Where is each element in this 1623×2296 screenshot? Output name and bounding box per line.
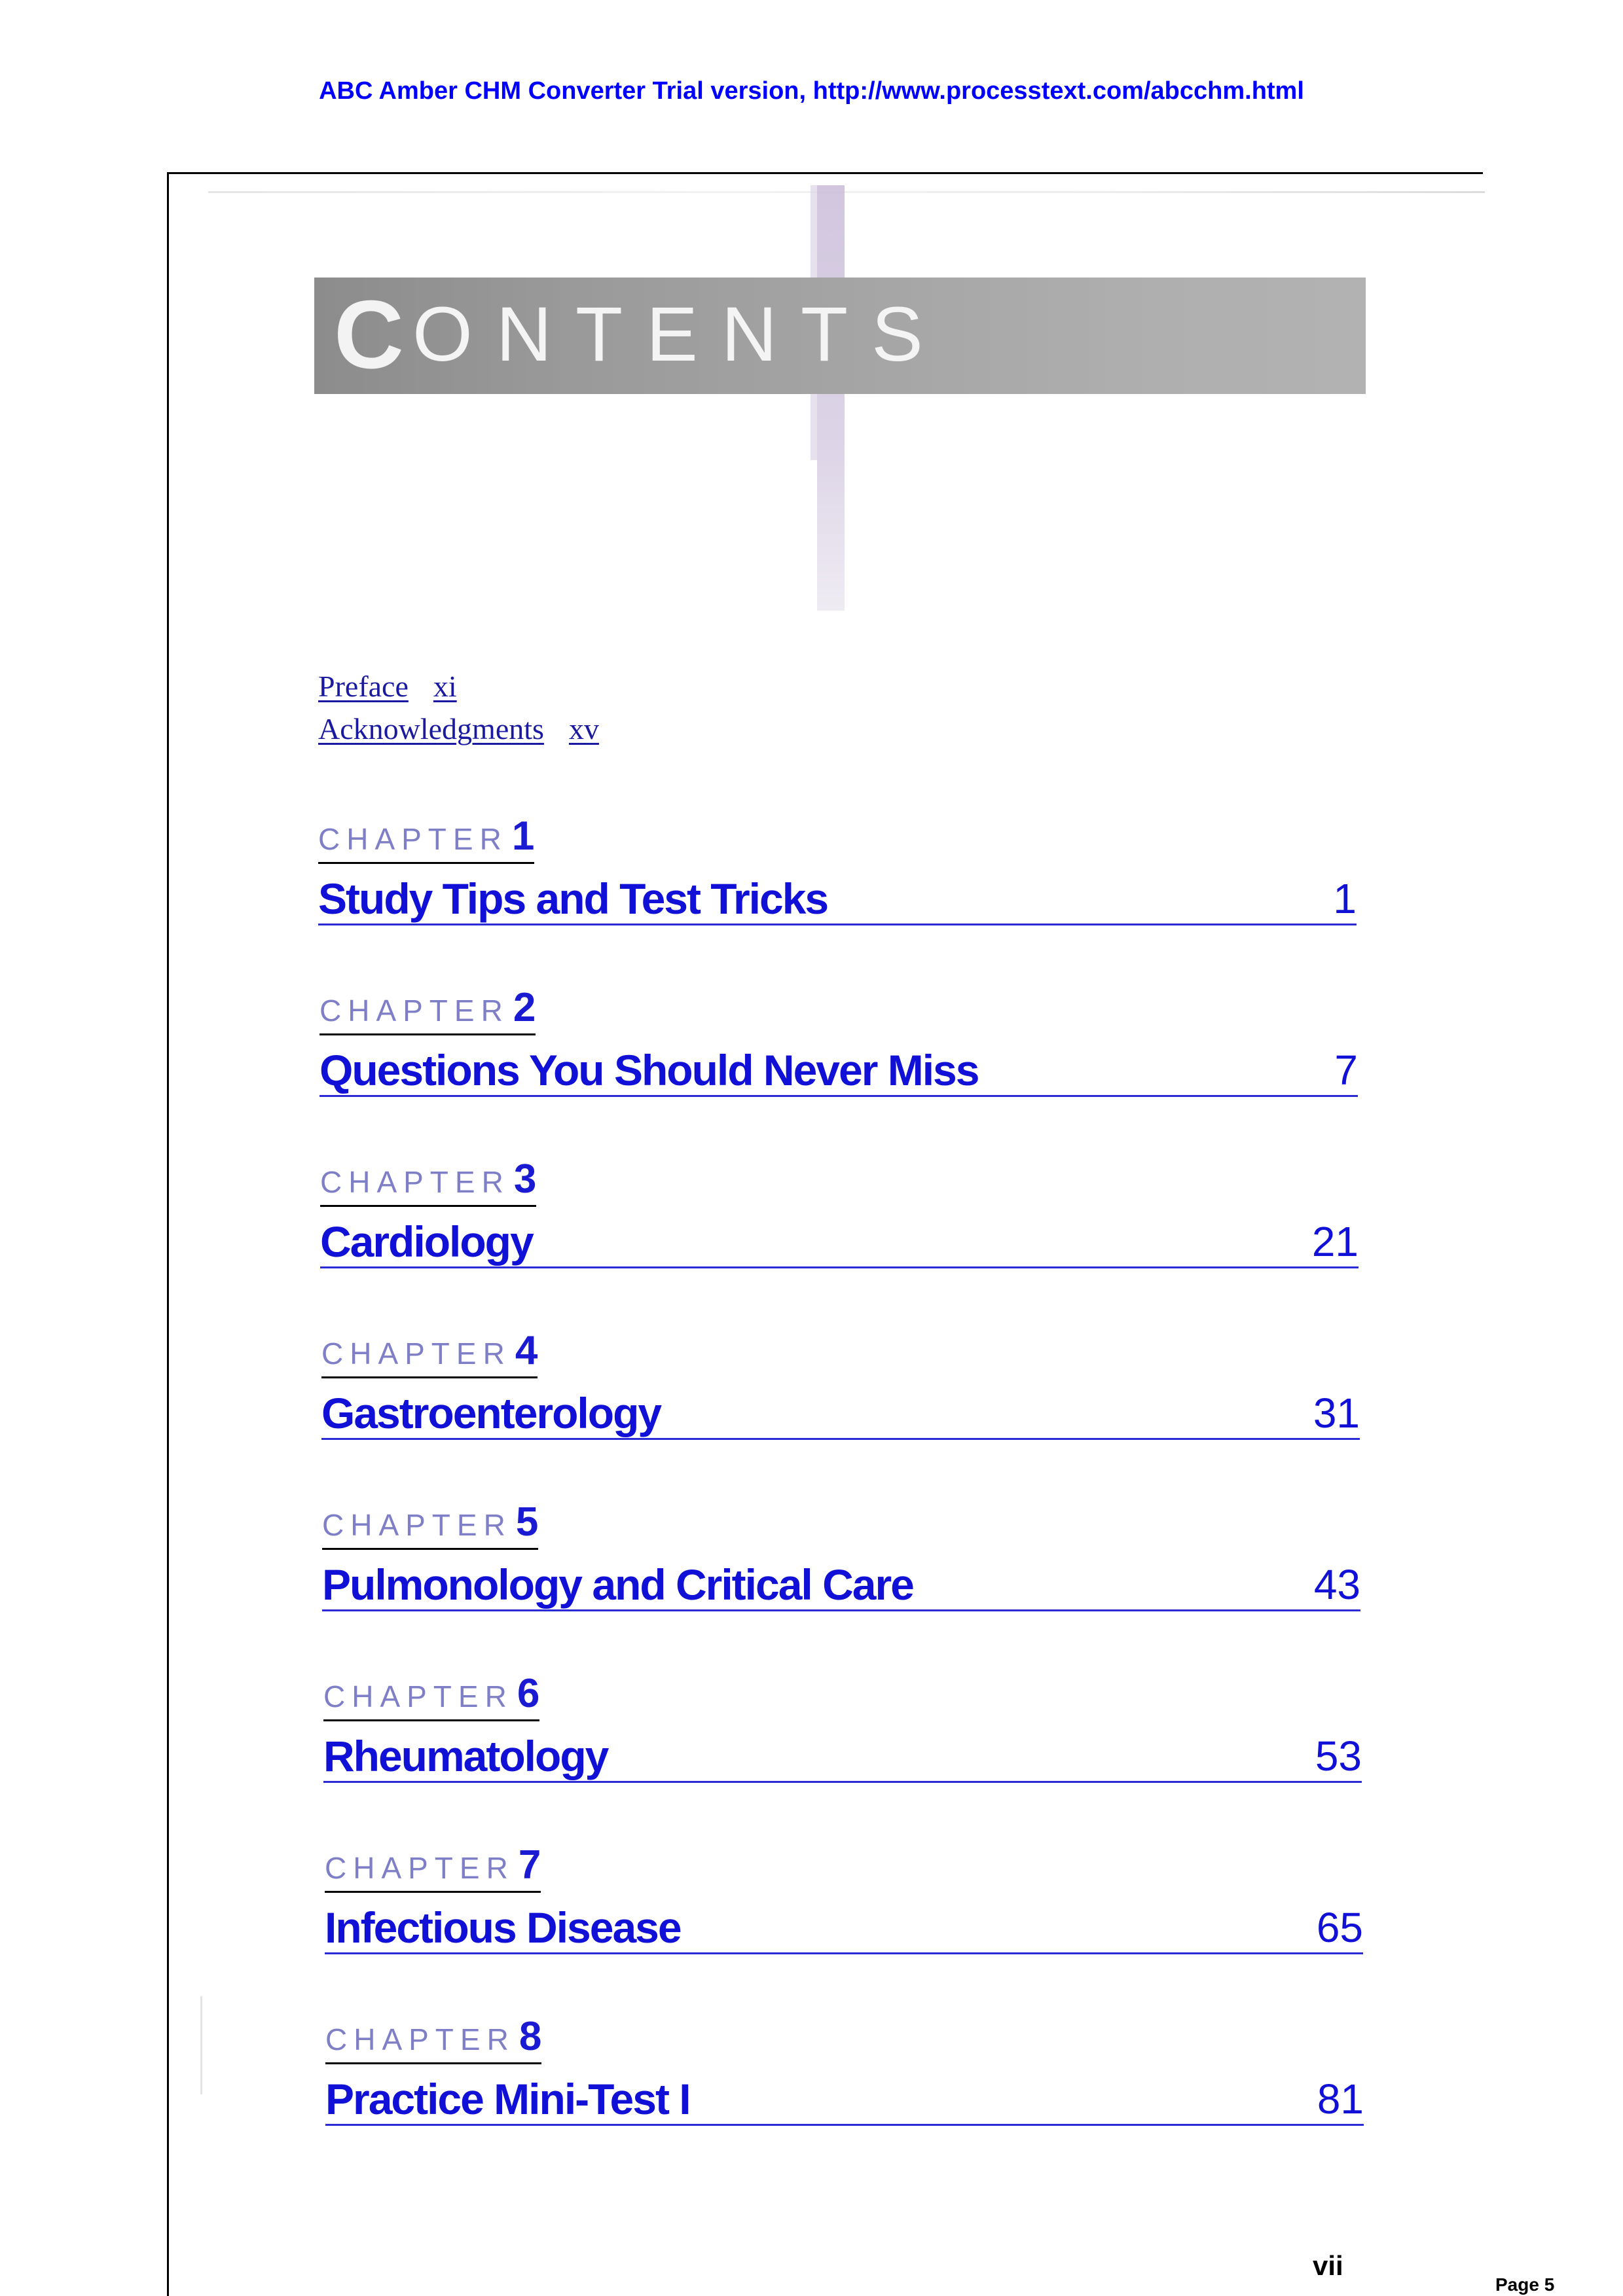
chapter-word: CHAPTER (323, 1679, 513, 1713)
chapter-word: CHAPTER (322, 1508, 512, 1542)
chapter-word: CHAPTER (321, 1336, 511, 1371)
chapter-page-number: 65 (1316, 1904, 1363, 1951)
toc-entry-preface[interactable] (318, 669, 457, 704)
chapter-title: Questions You Should Never Miss (319, 1046, 979, 1094)
decorative-stripe (817, 185, 845, 611)
toc-entry-chapter-5[interactable] (322, 1559, 1360, 1611)
folio: vii (1313, 2250, 1343, 2281)
toc-entry-page: xv (568, 712, 599, 745)
chapter-number: 8 (519, 2014, 542, 2059)
chapter-page-number: 31 (1313, 1390, 1360, 1437)
chapter-label-8 (325, 2013, 541, 2064)
chapter-page-number: 81 (1317, 2075, 1364, 2123)
chapter-page-number: 7 (1334, 1047, 1358, 1094)
converter-watermark: ABC Amber CHM Converter Trial version, http://www.processtext.com/abcchm.html (319, 77, 1304, 105)
page-number: Page 5 (1495, 2274, 1555, 2295)
chapter-title: Rheumatology (323, 1732, 608, 1780)
chapter-label-5 (322, 1499, 538, 1550)
chapter-number: 3 (513, 1157, 537, 1202)
chapter-number: 4 (515, 1328, 538, 1373)
toc-entry-chapter-7[interactable] (325, 1902, 1363, 1954)
chapter-word: CHAPTER (325, 1851, 515, 1885)
contents-banner (314, 278, 1366, 394)
toc-entry-label: Preface (318, 670, 409, 703)
chapter-title: Study Tips and Test Tricks (318, 874, 828, 923)
chapter-page-number: 53 (1315, 1732, 1362, 1780)
contents-initial: C (334, 281, 404, 389)
chapter-title: Practice Mini-Test I (325, 2075, 690, 2123)
scan-edge (208, 191, 1485, 193)
chapter-label-3 (320, 1156, 536, 1207)
chapter-number: 2 (513, 985, 536, 1030)
toc-entry-label: Acknowledgments (318, 712, 544, 745)
chapter-label-6 (323, 1670, 539, 1721)
toc-entry-chapter-2[interactable] (319, 1045, 1358, 1097)
chapter-title: Cardiology (320, 1217, 533, 1266)
chapter-number: 5 (515, 1499, 539, 1545)
chapter-number: 7 (518, 1842, 541, 1888)
toc-entry-chapter-4[interactable] (321, 1388, 1360, 1440)
chapter-label-4 (321, 1327, 538, 1378)
chapter-page-number: 21 (1311, 1218, 1359, 1265)
chapter-label-7 (325, 1842, 541, 1893)
toc-entry-chapter-8[interactable] (325, 2073, 1364, 2126)
chapter-page-number: 1 (1333, 875, 1357, 922)
chapter-number: 6 (517, 1671, 540, 1716)
chapter-title: Infectious Disease (325, 1903, 681, 1952)
chapter-label-2 (319, 984, 536, 1035)
chapter-word: CHAPTER (320, 1165, 510, 1199)
toc-entry-acknowledgments[interactable] (318, 711, 599, 746)
chapter-word: CHAPTER (325, 2022, 515, 2056)
chapter-number: 1 (511, 814, 535, 859)
chapter-word: CHAPTER (318, 822, 508, 856)
chapter-title: Gastroenterology (321, 1389, 661, 1437)
chapter-label-1 (318, 813, 534, 864)
chapter-word: CHAPTER (319, 994, 509, 1028)
scan-mark (200, 1996, 202, 2094)
toc-entry-chapter-6[interactable] (323, 1731, 1362, 1783)
contents-heading: ONTENTS (412, 291, 947, 378)
toc-entry-page: xi (433, 670, 457, 703)
chapter-title: Pulmonology and Critical Care (322, 1560, 913, 1609)
toc-entry-chapter-1[interactable] (318, 873, 1357, 925)
toc-entry-chapter-3[interactable] (320, 1216, 1359, 1268)
chapter-page-number: 43 (1313, 1561, 1360, 1608)
